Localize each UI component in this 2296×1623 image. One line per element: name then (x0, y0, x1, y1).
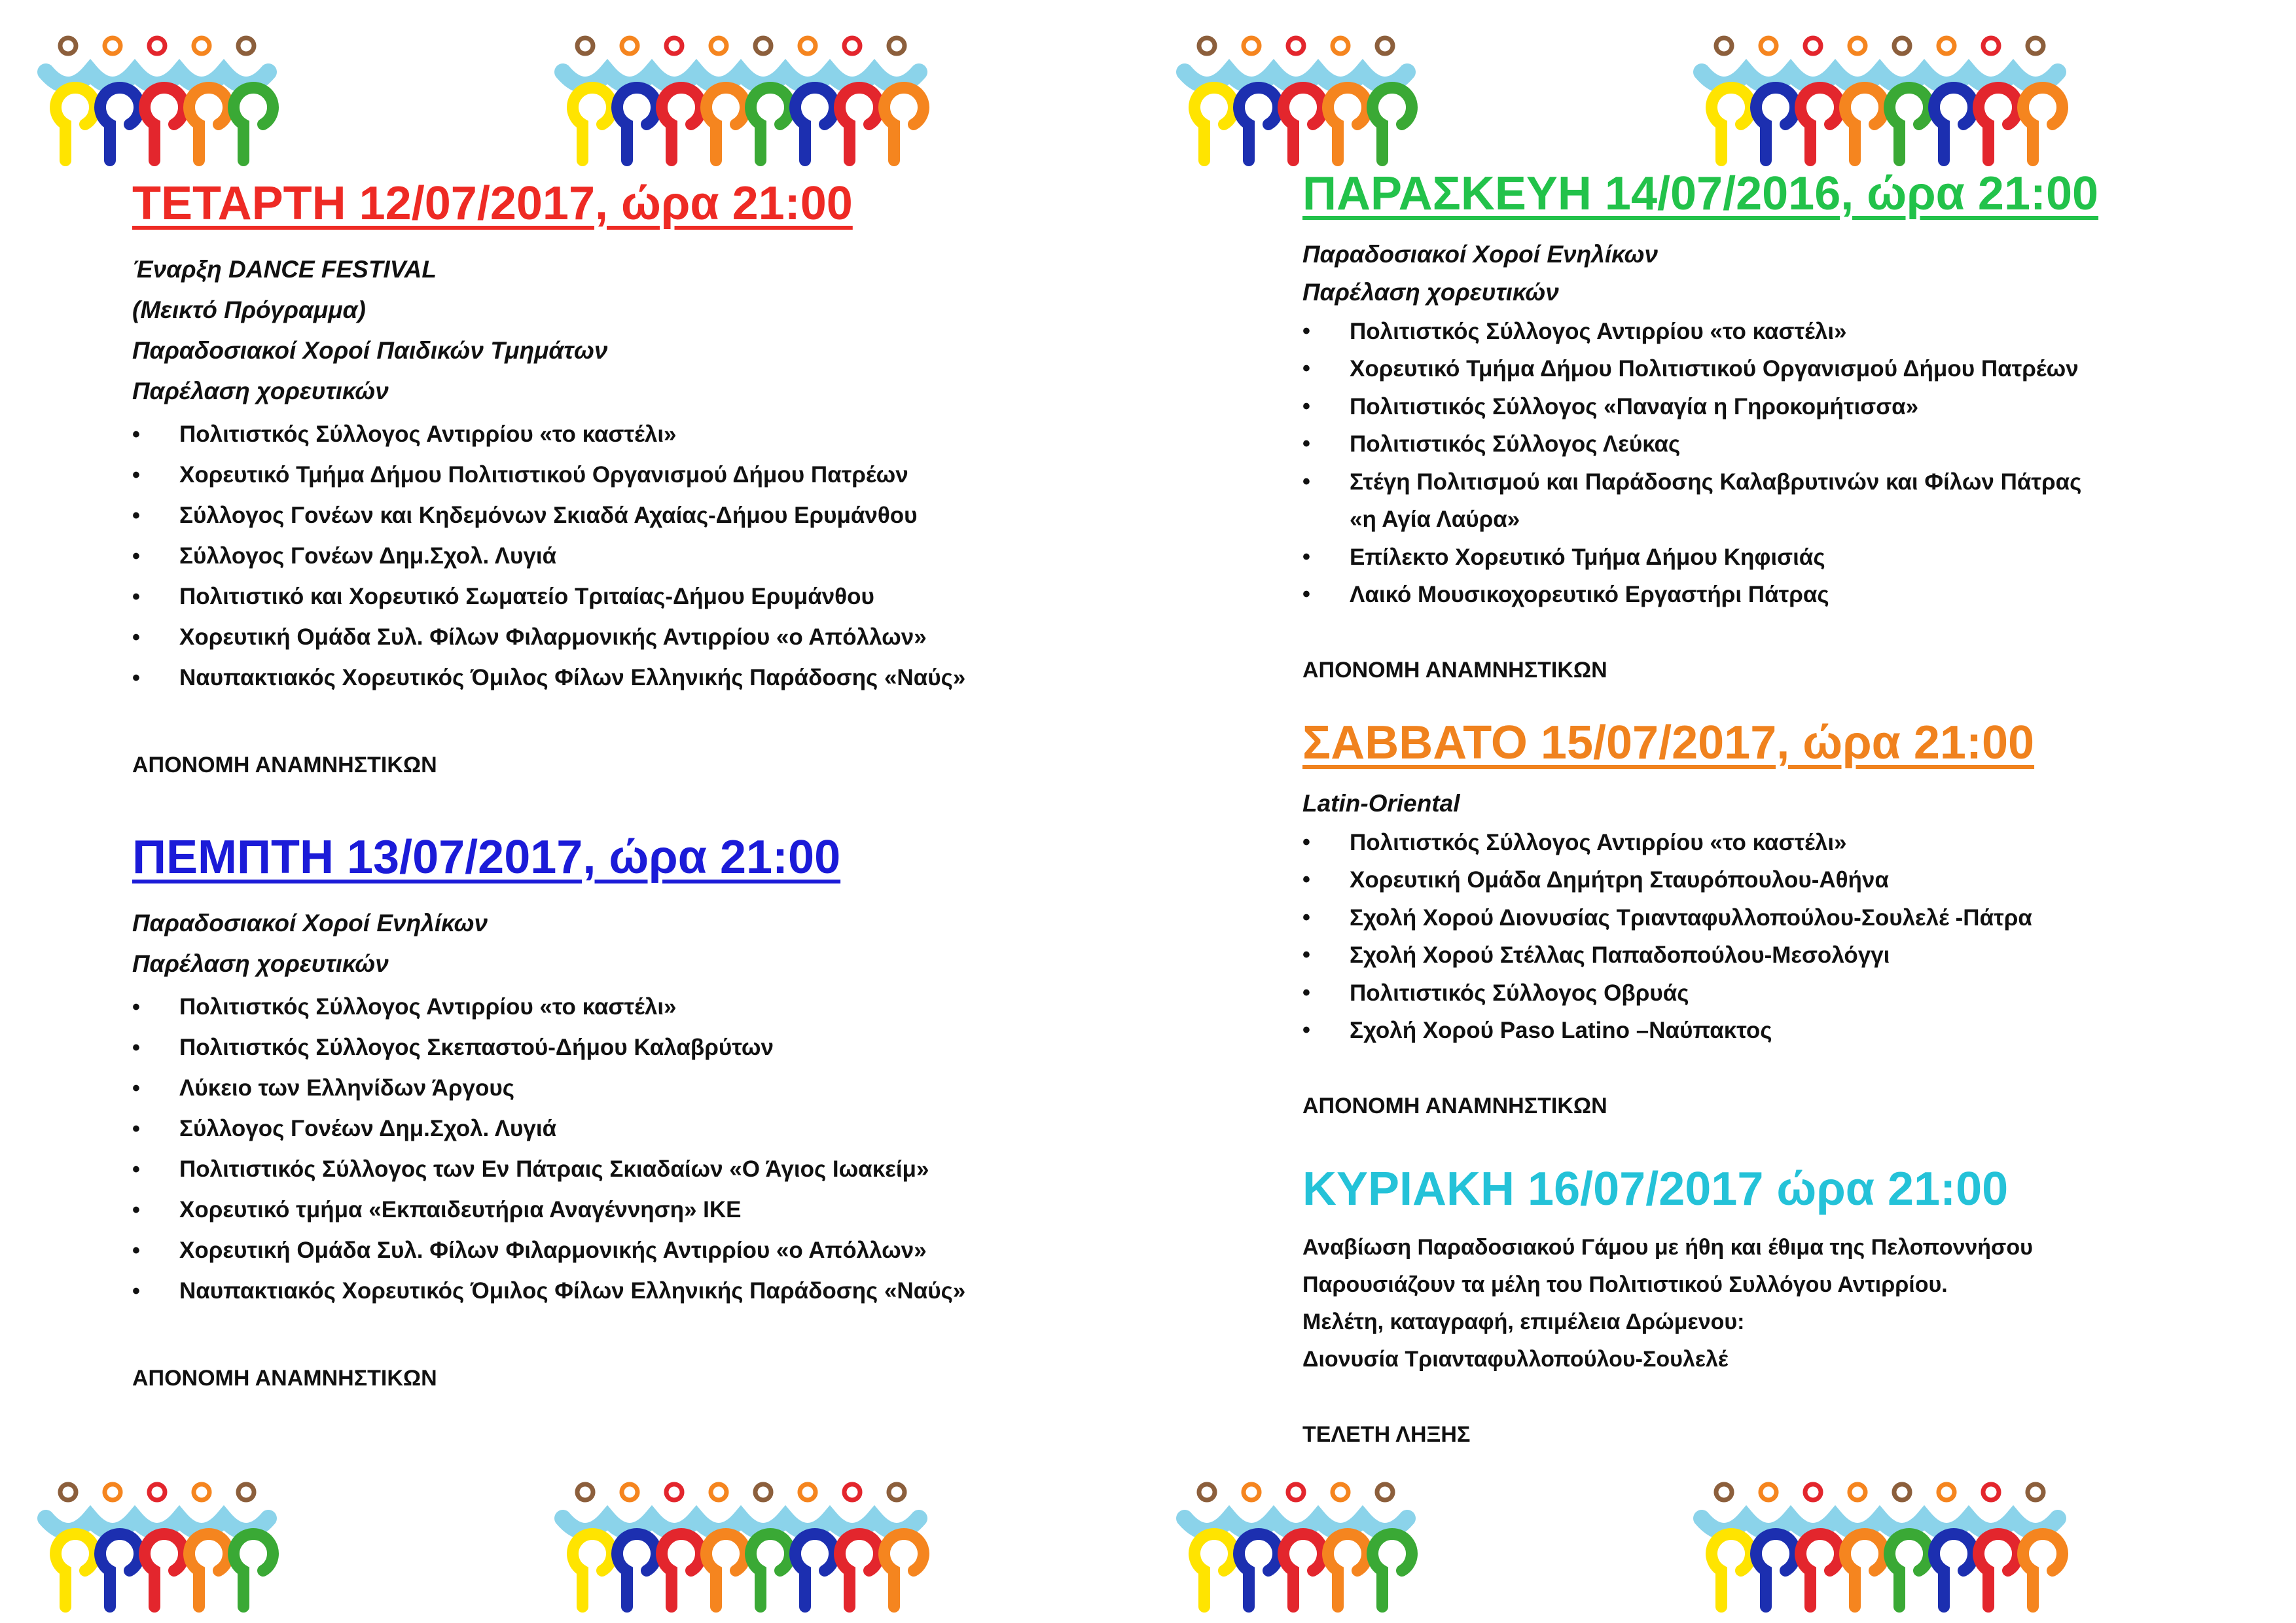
dancer-head-shape (1199, 1484, 1215, 1500)
dancer-head-shape (755, 38, 771, 54)
saturday-section (1302, 716, 2232, 1126)
bullet-icon: • (132, 503, 140, 528)
bullet-icon: • (132, 1238, 140, 1263)
bullet-icon: • (1302, 356, 1310, 382)
award-line: ΑΠΟΝΟΜΗ ΑΝΑΜΝΗΣΤΙΚΩΝ (132, 752, 437, 777)
list-item: • Σχολή Χορού Paso Latino –Ναύπακτος (1302, 1012, 2232, 1050)
list-item: • Πολιτιστικός Σύλλογος των Εν Πάτραις Σκιαδαίων «Ο Άγιος Ιωακείμ» (132, 1149, 1153, 1190)
bullet-icon: • (132, 1278, 140, 1304)
list-item: • Στέγη Πολιτισμού και Παράδοσης Καλαβρυτινών και Φίλων Πάτρας (1302, 463, 2232, 501)
dancer-head-shape (1199, 38, 1215, 54)
list-item: • Χορευτική Ομάδα Συλ. Φίλων Φιλαρμονικής Αντιρρίου «ο Απόλλων» (132, 1230, 1153, 1271)
dancer-head-shape (1377, 38, 1393, 54)
friday-section (1302, 167, 2232, 690)
dancing-figures-icon (0, 26, 2296, 177)
dancer-head-shape (1983, 38, 1999, 54)
dancer-head-shape (1244, 1484, 1259, 1500)
dancer-body-shape (234, 1534, 273, 1607)
paragraph-line: Διονυσία Τριανταφυλλοπούλου-Σουλελέ (1302, 1347, 1729, 1372)
bullet-icon: • (132, 624, 140, 650)
bullet-icon: • (132, 543, 140, 569)
dancer-head-shape (1983, 1484, 1999, 1500)
intro-line: Παρέλαση χορευτικών (132, 377, 389, 404)
bullet-icon: • (132, 1075, 140, 1101)
bullet-icon: • (1302, 980, 1310, 1005)
dancer-head-shape (60, 1484, 76, 1500)
dancer-body-shape (1283, 88, 1323, 160)
bullet-icon: • (132, 584, 140, 609)
list-item: • Χορευτικό Τμήμα Δήμου Πολιτιστικού Οργανισμού Δήμου Πατρέων (1302, 350, 2232, 388)
intro-line: Έναρξη DANCE FESTIVAL (132, 255, 437, 283)
bullet-icon: • (1302, 904, 1310, 930)
list-item: • Σχολή Χορού Στέλλας Παπαδοπούλου-Μεσολόγγι (1302, 936, 2232, 974)
dancer-head-shape (889, 1484, 905, 1500)
dancer-head-shape (577, 38, 593, 54)
paragraph-line: Μελέτη, καταγραφή, επιμέλεια Δρώμενου: (1302, 1310, 1745, 1335)
bullet-icon: • (1302, 469, 1310, 494)
list-item: • Πολιτιστκός Σύλλογος Αντιρρίου «το καστέλι» (132, 414, 1153, 455)
right-column (1302, 167, 2232, 1454)
list-item: • Χορευτική Ομάδα Συλ. Φίλων Φιλαρμονικής Αντιρρίου «ο Απόλλων» (132, 617, 1153, 658)
bullet-icon: • (132, 1116, 140, 1141)
thursday-section (132, 830, 1153, 1398)
intro-line: Παρέλαση χορευτικών (132, 950, 389, 977)
dancer-head-shape (149, 1484, 165, 1500)
dancer-body-shape (1934, 1534, 1973, 1607)
bullet-icon: • (1302, 1018, 1310, 1043)
bullet-icon: • (132, 1035, 140, 1060)
wednesday-list (132, 414, 1153, 698)
dancer-body-shape (56, 1534, 95, 1607)
list-item: • Πολιτιστκός Σύλλογος Αντιρρίου «το καστέλι» (132, 987, 1153, 1027)
left-column (132, 177, 1153, 1398)
dancer-body-shape (751, 88, 790, 160)
dancer-head-shape (1288, 1484, 1304, 1500)
dancer-head-shape (1333, 38, 1348, 54)
friday-list (1302, 313, 2232, 614)
list-item: • Πολιτιστικός Σύλλογος Λεύκας (1302, 425, 2232, 463)
dancing-figures-icon (0, 1472, 2296, 1623)
dancer-body-shape (145, 1534, 184, 1607)
bullet-icon: • (1302, 318, 1310, 344)
intro-line: Παραδοσιακοί Χοροί Ενηλίκων (132, 909, 488, 936)
list-item: • Λαικό Μουσικοχορευτικό Εργαστήρι Πάτρας (1302, 576, 2232, 614)
saturday-title: ΣΑΒΒΑΤΟ 15/07/2017, ώρα 21:00 (1302, 716, 2035, 769)
friday-title: ΠΑΡΑΣΚΕΥΗ 14/07/2016, ώρα 21:00 (1302, 168, 2099, 220)
dancer-body-shape (234, 88, 273, 160)
dancer-body-shape (189, 1534, 228, 1607)
list-item: • Πολιτιστικός Σύλλογος «Παναγία η Γηροκομήτισσα» (1302, 388, 2232, 426)
bullet-icon: • (132, 462, 140, 488)
dancer-body-shape (573, 1534, 612, 1607)
award-line: ΑΠΟΝΟΜΗ ΑΝΑΜΝΗΣΤΙΚΩΝ (1302, 1093, 1607, 1118)
dancer-head-shape (1288, 38, 1304, 54)
intro-line: Παρέλαση χορευτικών (1302, 278, 1559, 306)
wednesday-title: ΤΕΤΑΡΤΗ 12/07/2017, ώρα 21:00 (132, 177, 853, 230)
dancer-head-shape (1333, 1484, 1348, 1500)
dancer-head-shape (1244, 38, 1259, 54)
dancer-body-shape (56, 88, 95, 160)
dancer-body-shape (1845, 88, 1884, 160)
wednesday-section (132, 177, 1153, 785)
bullet-icon: • (1302, 582, 1310, 607)
bottom-decoration-row (0, 1472, 2296, 1623)
list-item: • Χορευτική Ομάδα Δημήτρη Σταυρόπουλου-Αθήνα (1302, 861, 2232, 899)
dancer-body-shape (751, 1534, 790, 1607)
bullet-icon: • (1302, 867, 1310, 893)
thursday-list (132, 987, 1153, 1311)
list-item-continuation: «η Αγία Λαύρα» (1350, 507, 1520, 533)
dancer-head-shape (622, 1484, 637, 1500)
dancer-body-shape (884, 1534, 924, 1607)
intro-line: (Μεικτό Πρόγραμμα) (132, 296, 366, 323)
dancer-head-shape (711, 1484, 726, 1500)
dancer-body-shape (189, 88, 228, 160)
award-line: ΑΠΟΝΟΜΗ ΑΝΑΜΝΗΣΤΙΚΩΝ (132, 1365, 437, 1391)
dancer-body-shape (1283, 1534, 1323, 1607)
sunday-title: ΚΥΡΙΑΚΗ 16/07/2017 ώρα 21:00 (1302, 1162, 2009, 1215)
dancer-head-shape (238, 1484, 254, 1500)
dancer-body-shape (145, 88, 184, 160)
dancer-body-shape (1756, 1534, 1795, 1607)
dancer-body-shape (1372, 1534, 1412, 1607)
dancer-head-shape (2028, 1484, 2043, 1500)
dancer-body-shape (1756, 88, 1795, 160)
list-item: • Πολιτιστικό και Χορευτικό Σωματείο Τριταίας-Δήμου Ερυμάνθου (132, 577, 1153, 617)
list-item: • Ναυπακτιακός Χορευτικός Όμιλος Φίλων Ελληνικής Παράδοσης «Ναύς» (132, 1271, 1153, 1311)
bullet-icon: • (132, 994, 140, 1020)
dancer-head-shape (149, 38, 165, 54)
dancer-head-shape (622, 38, 637, 54)
dancer-head-shape (1761, 1484, 1776, 1500)
dancer-body-shape (100, 1534, 139, 1607)
dancer-body-shape (617, 1534, 656, 1607)
list-item: • Σχολή Χορού Διονυσίας Τριανταφυλλοπούλου-Σουλελέ -Πάτρα (1302, 899, 2232, 937)
list-item: • Σύλλογος Γονέων Δημ.Σχολ. Λυγιά (132, 1109, 1153, 1149)
bullet-icon: • (1302, 544, 1310, 569)
bullet-icon: • (1302, 829, 1310, 855)
dancer-body-shape (706, 88, 745, 160)
dancer-body-shape (1194, 88, 1234, 160)
dancer-head-shape (577, 1484, 593, 1500)
dancer-body-shape (1372, 88, 1412, 160)
list-item: • Επίλεκτο Χορευτικό Τμήμα Δήμου Κηφισιάς (1302, 539, 2232, 577)
dancer-head-shape (666, 1484, 682, 1500)
dancer-body-shape (662, 88, 701, 160)
dancer-head-shape (194, 1484, 209, 1500)
dancer-head-shape (844, 1484, 860, 1500)
dancer-head-shape (1939, 38, 1954, 54)
dancer-body-shape (840, 1534, 879, 1607)
dancer-body-shape (573, 88, 612, 160)
dancer-body-shape (1890, 1534, 1929, 1607)
bullet-icon: • (132, 1197, 140, 1222)
intro-line: Latin-Oriental (1302, 789, 1460, 817)
list-item: • Πολιτιστκός Σύλλογος Σκεπαστού-Δήμου Καλαβρύτων (132, 1027, 1153, 1068)
dancer-body-shape (1328, 1534, 1367, 1607)
dancer-head-shape (105, 38, 120, 54)
dancer-body-shape (795, 88, 834, 160)
dancer-head-shape (1761, 38, 1776, 54)
dancer-body-shape (840, 88, 879, 160)
dancer-head-shape (1850, 38, 1865, 54)
dancer-head-shape (800, 38, 816, 54)
dancer-body-shape (795, 1534, 834, 1607)
sunday-section (1302, 1162, 2232, 1455)
dancer-head-shape (711, 38, 726, 54)
dancer-head-shape (844, 38, 860, 54)
dancer-head-shape (105, 1484, 120, 1500)
dancer-body-shape (100, 88, 139, 160)
dancer-body-shape (1845, 1534, 1884, 1607)
dancer-body-shape (884, 88, 924, 160)
dancer-body-shape (1712, 1534, 1751, 1607)
intro-line: Παραδοσιακοί Χοροί Ενηλίκων (1302, 240, 1659, 268)
dancer-head-shape (1894, 1484, 1910, 1500)
dancer-body-shape (1712, 88, 1751, 160)
dancer-body-shape (1239, 88, 1278, 160)
dancer-body-shape (1239, 1534, 1278, 1607)
thursday-title: ΠΕΜΠΤΗ 13/07/2017, ώρα 21:00 (132, 830, 841, 883)
list-item: • Σύλλογος Γονέων και Κηδεμόνων Σκιαδά Αχαίας-Δήμου Ερυμάνθου (132, 495, 1153, 536)
saturday-list (1302, 824, 2232, 1050)
dancer-body-shape (1801, 88, 1840, 160)
dancer-body-shape (662, 1534, 701, 1607)
dancer-body-shape (1328, 88, 1367, 160)
dancer-head-shape (889, 38, 905, 54)
dancer-head-shape (1716, 38, 1732, 54)
bullet-icon: • (1302, 431, 1310, 457)
dancer-head-shape (666, 38, 682, 54)
dancer-head-shape (194, 38, 209, 54)
dancer-head-shape (238, 38, 254, 54)
dancer-head-shape (60, 38, 76, 54)
paragraph-line: Παρουσιάζουν τα μέλη του Πολιτιστικού Συλλόγου Αντιρρίου. (1302, 1272, 1948, 1298)
dancer-body-shape (1890, 88, 1929, 160)
list-item: • Λύκειο των Ελληνίδων Άργους (132, 1068, 1153, 1109)
list-item: • Πολιτιστκός Σύλλογος Αντιρρίου «το καστέλι» (1302, 824, 2232, 862)
dancer-body-shape (1979, 1534, 2018, 1607)
list-item: • Σύλλογος Γονέων Δημ.Σχολ. Λυγιά (132, 536, 1153, 577)
award-line: ΑΠΟΝΟΜΗ ΑΝΑΜΝΗΣΤΙΚΩΝ (1302, 657, 1607, 683)
bullet-icon: • (132, 1156, 140, 1182)
dancer-body-shape (1979, 88, 2018, 160)
dancer-body-shape (1194, 1534, 1234, 1607)
dancer-head-shape (1805, 38, 1821, 54)
dancer-body-shape (2023, 1534, 2062, 1607)
list-item: • Ναυπακτιακός Χορευτικός Όμιλος Φίλων Ελληνικής Παράδοσης «Ναύς» (132, 658, 1153, 698)
bullet-icon: • (1302, 942, 1310, 968)
dancer-head-shape (1939, 1484, 1954, 1500)
bullet-icon: • (1302, 393, 1310, 419)
dancer-body-shape (706, 1534, 745, 1607)
bullet-icon: • (132, 665, 140, 690)
intro-line: Παραδοσιακοί Χοροί Παιδικών Τμημάτων (132, 336, 608, 364)
dancer-head-shape (755, 1484, 771, 1500)
dancer-body-shape (1934, 88, 1973, 160)
dancer-head-shape (1716, 1484, 1732, 1500)
list-item: • Πολιτιστκός Σύλλογος Αντιρρίου «το καστέλι» (1302, 313, 2232, 351)
list-item: • Χορευτικό τμήμα «Εκπαιδευτήρια Αναγέννηση» ΙΚΕ (132, 1190, 1153, 1230)
dancer-body-shape (617, 88, 656, 160)
list-item: • Χορευτικό Τμήμα Δήμου Πολιτιστικού Οργανισμού Δήμου Πατρέων (132, 455, 1153, 495)
bullet-icon: • (132, 421, 140, 447)
dancer-head-shape (1850, 1484, 1865, 1500)
dancer-head-shape (2028, 38, 2043, 54)
paragraph-line: Αναβίωση Παραδοσιακού Γάμου με ήθη και έθιμα της Πελοποννήσου (1302, 1235, 2033, 1260)
dancer-head-shape (1894, 38, 1910, 54)
dancer-head-shape (800, 1484, 816, 1500)
dancer-body-shape (1801, 1534, 1840, 1607)
dancer-body-shape (2023, 88, 2062, 160)
dancer-head-shape (1805, 1484, 1821, 1500)
list-item: • Πολιτιστικός Σύλλογος Οβρυάς (1302, 974, 2232, 1012)
closing-line: ΤΕΛΕΤΗ ΛΗΞΗΣ (1302, 1422, 1471, 1448)
dancer-head-shape (1377, 1484, 1393, 1500)
top-decoration-row (0, 26, 2296, 177)
